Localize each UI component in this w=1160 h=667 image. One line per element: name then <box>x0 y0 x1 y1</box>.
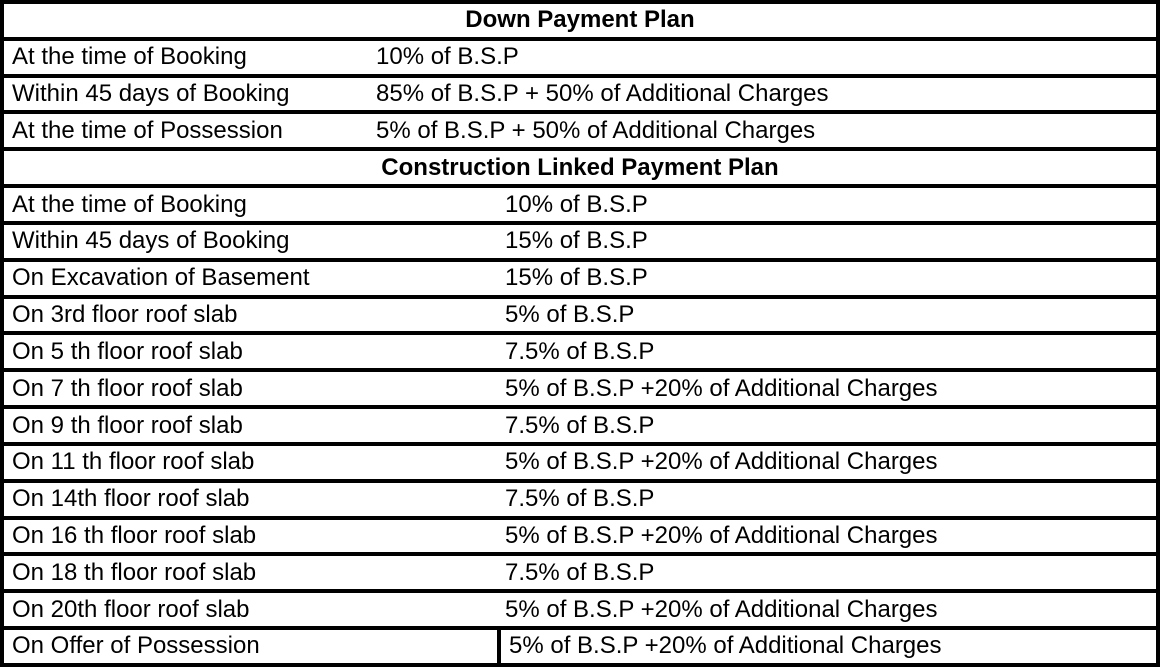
payment-cell: 7.5% of B.S.P <box>505 411 655 439</box>
payment-cell: 5% of B.S.P + 50% of Additional Charges <box>376 116 816 144</box>
table-row <box>4 78 1156 115</box>
table-row <box>4 114 1156 151</box>
milestone-cell: On 5 th floor roof slab <box>12 337 243 365</box>
milestone-cell: Within 45 days of Booking <box>12 227 290 255</box>
payment-cell: 5% of B.S.P +20% of Additional Charges <box>505 522 938 549</box>
table-row <box>4 299 1156 336</box>
section-title: Construction Linked Payment Plan <box>381 153 779 181</box>
table-row <box>4 446 1156 483</box>
payment-cell: 15% of B.S.P <box>505 227 648 255</box>
section-title: Down Payment Plan <box>465 6 695 34</box>
milestone-cell: At the time of Possession <box>12 116 283 144</box>
payment-cell: 5% of B.S.P <box>505 301 635 329</box>
table-row <box>4 372 1156 409</box>
section-header-construction-linked-payment-plan <box>4 151 1156 188</box>
payment-cell: 7.5% of B.S.P <box>505 337 655 365</box>
table-row <box>4 593 1156 630</box>
milestone-cell: On Excavation of Basement <box>12 264 310 292</box>
table-row <box>4 409 1156 446</box>
table-row <box>4 335 1156 372</box>
milestone-cell: On 20th floor roof slab <box>12 595 250 623</box>
table-row <box>4 556 1156 593</box>
milestone-cell: At the time of Booking <box>12 190 247 218</box>
milestone-cell: On 11 th floor roof slab <box>12 448 255 476</box>
payment-cell: 5% of B.S.P +20% of Additional Charges <box>505 595 938 623</box>
table-row <box>4 262 1156 299</box>
section-header-down-payment-plan <box>4 4 1156 41</box>
milestone-cell: On 7 th floor roof slab <box>12 374 243 402</box>
payment-cell: 10% of B.S.P <box>505 190 648 218</box>
milestone-cell: On 9 th floor roof slab <box>12 411 243 439</box>
milestone-cell: On 18 th floor roof slab <box>12 558 257 586</box>
payment-cell: 5% of B.S.P +20% of Additional Charges <box>505 448 938 476</box>
payment-cell: 7.5% of B.S.P <box>505 485 655 513</box>
payment-cell: 5% of B.S.P +20% of Additional Charges <box>497 630 942 663</box>
milestone-cell: On 16 th floor roof slab <box>12 522 257 549</box>
milestone-cell: At the time of Booking <box>12 43 247 71</box>
table-row <box>4 41 1156 78</box>
payment-cell: 7.5% of B.S.P <box>505 558 655 586</box>
payment-cell: 85% of B.S.P + 50% of Additional Charges <box>376 80 829 108</box>
milestone-cell: On 14th floor roof slab <box>12 485 250 513</box>
table-row <box>4 188 1156 225</box>
milestone-cell: On Offer of Possession <box>12 632 260 660</box>
table-row <box>4 225 1156 262</box>
table-row <box>4 520 1156 557</box>
payment-cell: 15% of B.S.P <box>505 264 648 292</box>
table-row-offer-of-possession <box>4 630 1156 663</box>
milestone-cell: On 3rd floor roof slab <box>12 301 238 329</box>
payment-cell: 5% of B.S.P +20% of Additional Charges <box>505 374 938 402</box>
milestone-cell: Within 45 days of Booking <box>12 80 290 108</box>
table-row <box>4 483 1156 520</box>
payment-cell: 10% of B.S.P <box>376 43 519 71</box>
